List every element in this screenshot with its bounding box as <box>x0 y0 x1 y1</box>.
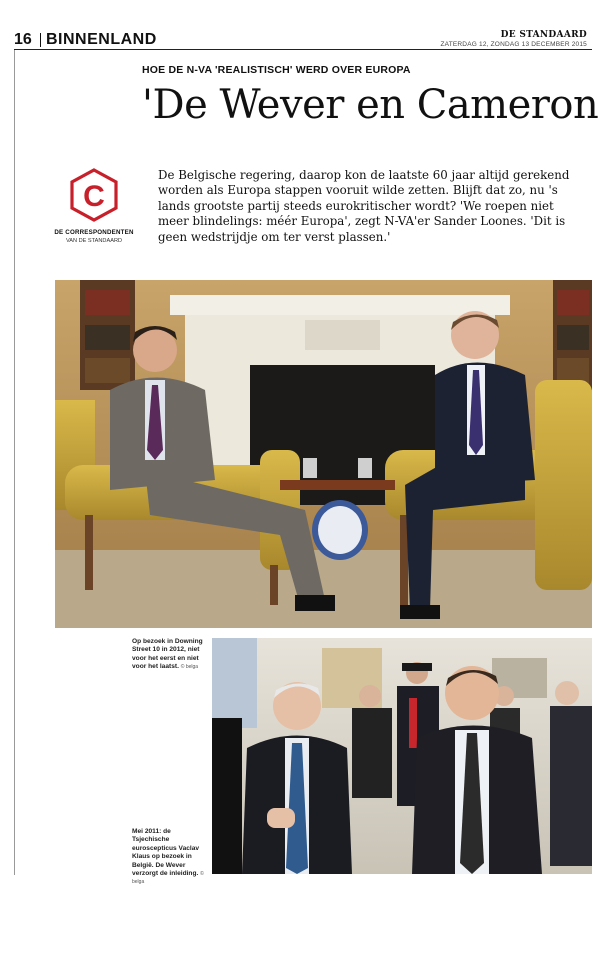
photo-klaus-visit <box>212 638 592 874</box>
intro-line: geen wedstrijdje om ter verst plassen.' <box>158 229 391 244</box>
correspondents-logo <box>48 168 140 248</box>
caption-credit: © belga <box>132 871 204 886</box>
masthead: DE STANDAARD <box>500 30 587 40</box>
photo-downing-street <box>55 280 592 628</box>
header-separator <box>40 33 41 47</box>
column-rule <box>14 50 15 875</box>
section-title: BINNENLAND <box>46 31 157 48</box>
intro-line: lands grootste partij steeds eurokritischer wordt? 'We roepen niet <box>158 198 554 213</box>
caption-credit: © belga <box>180 664 199 671</box>
caption-photo-1 <box>132 638 206 672</box>
caption-photo-2 <box>132 828 206 887</box>
logo-subtitle: VAN DE STANDAARD <box>65 238 123 244</box>
caption-text: Mei 2011: de Tsjechische euroscepticus Vaclav Klaus op bezoek in België. De Wever verzorgt de inleiding. <box>132 828 200 878</box>
header-rule <box>14 49 592 50</box>
page-number: 16 <box>14 31 32 48</box>
logo-letter: C <box>83 180 105 213</box>
caption-text: Op bezoek in Downing Street 10 in 2012, niet voor het eerst en niet voor het laatst. <box>132 638 203 671</box>
article-headline: 'De Wever en Cameron <box>142 82 599 128</box>
intro-line: worden als Europa stappen vooruit wilde zetten. Blijft dat zo, nu 's <box>158 183 558 198</box>
article-kicker: HOE DE N-VA 'REALISTISCH' WERD OVER EUROPA <box>142 64 411 76</box>
article-intro <box>158 168 594 245</box>
dateline: ZATERDAG 12, ZONDAG 13 DECEMBER 2015 <box>440 41 587 48</box>
logo-name: DE CORRESPONDENTEN <box>54 229 134 236</box>
intro-line: meer blindelings: méér Europa', zegt N-VA'er Sander Loones. 'Dit is <box>158 214 566 229</box>
intro-line: De Belgische regering, daarop kon de laatste 60 jaar altijd gerekend <box>158 168 570 182</box>
